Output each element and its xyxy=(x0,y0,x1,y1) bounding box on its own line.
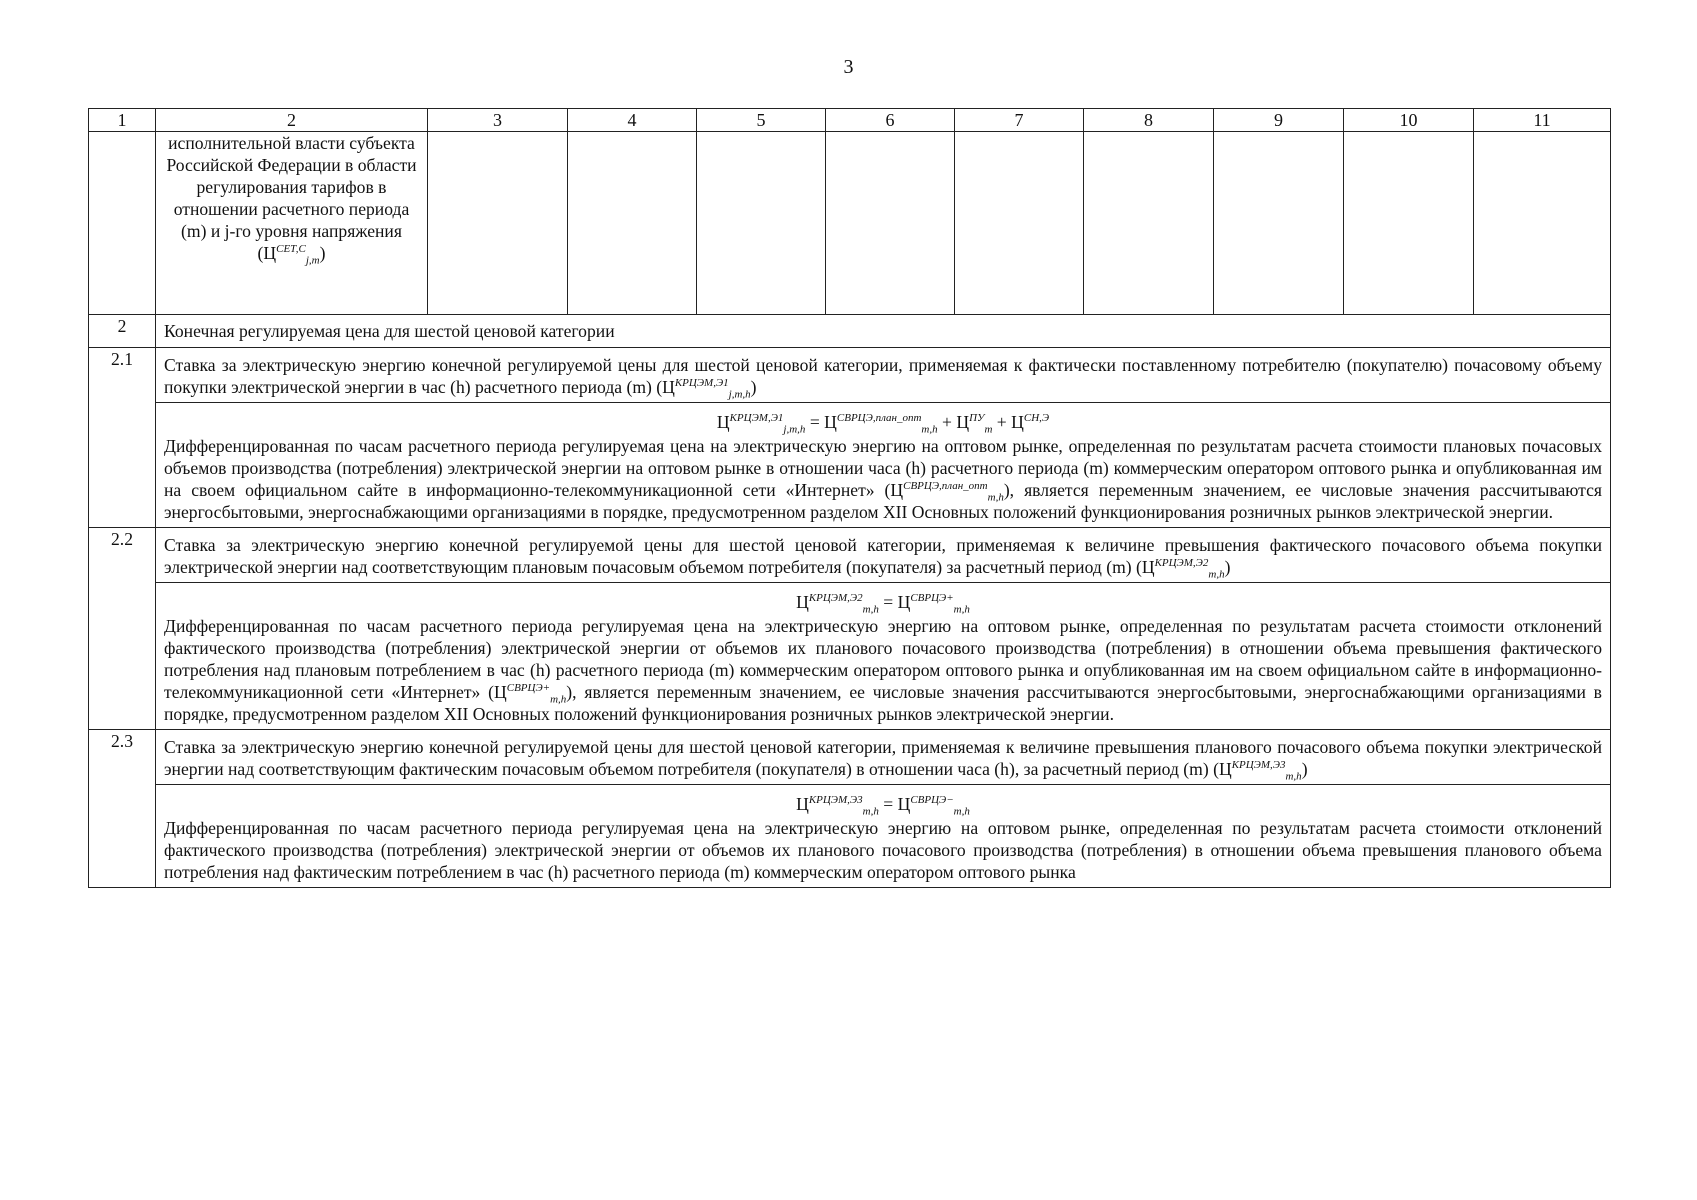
row-number: 2.1 xyxy=(89,348,156,528)
header-col-6: 6 xyxy=(826,109,955,132)
cell-continuation-text: исполнительной власти субъекта Российской Федерации в области регулирования тарифов в отношении расчетного периода (m) и j-го уровня напряжения $(Ц^{СЕТ,С}_{j,m})$ xyxy=(156,132,428,315)
table-row-2-1-title xyxy=(89,348,1611,403)
cell-empty xyxy=(1214,132,1344,315)
rate-description: Дифференцированная по часам расчетного периода регулируемая цена на электрическую энергию на оптовом рынке, определенная по результатам расчета стоимости отклонений фактического производства (потребления) электрической энергии от объемов их планового почасового производства (потребления) в отношении объема превышения планового объема потребления над фактическим потреблением в час (h) расчетного периода (m) коммерческим оператором оптового рынка xyxy=(164,818,1602,882)
rate-title: Ставка за электрическую энергию конечной регулируемой цены для шестой ценовой категории, применяемая к величине превышения планового почасового объема покупки электрической энергии над соответствующим фактическим почасовым объемом потребителя (покупателя) в отношении часа (h), за расчетный период (m) $(Ц^{КРЦЭМ,Э3}_{m,h})$ xyxy=(156,730,1611,785)
table-row-2-2-body xyxy=(89,583,1611,730)
tariff-table xyxy=(88,108,1611,888)
rate-title: Ставка за электрическую энергию конечной регулируемой цены для шестой ценовой категории, применяемая к величине превышения фактического почасового объема покупки электрической энергии над соответствующим плановым почасовым объемом потребителя (покупателя) за расчетный период (m) $(Ц^{КРЦЭМ,Э2}_{m,h})$ xyxy=(156,528,1611,583)
cell-empty xyxy=(1474,132,1611,315)
header-col-10: 10 xyxy=(1344,109,1474,132)
table-row-2-1-body xyxy=(89,403,1611,528)
rate-title: Ставка за электрическую энергию конечной регулируемой цены для шестой ценовой категории, применяемая к фактически поставленному потребителю (покупателю) почасовому объему покупки электрической энергии в час (h) расчетного периода (m) $(Ц^{КРЦЭМ,Э1}_{j,m,h})$ xyxy=(156,348,1611,403)
page-number: 3 xyxy=(843,56,854,78)
section-heading: Конечная регулируемая цена для шестой ценовой категории xyxy=(156,315,1611,348)
header-col-9: 9 xyxy=(1214,109,1344,132)
header-row xyxy=(89,109,1611,132)
table-row-2-2-title xyxy=(89,528,1611,583)
cell-empty xyxy=(1084,132,1214,315)
row-number: 2.2 xyxy=(89,528,156,730)
cell-continuation-num xyxy=(89,132,156,315)
header-col-1: 1 xyxy=(89,109,156,132)
header-col-2: 2 xyxy=(156,109,428,132)
rate-body xyxy=(156,785,1611,888)
table-row-continuation xyxy=(89,132,1611,315)
header-col-11: 11 xyxy=(1474,109,1611,132)
header-col-3: 3 xyxy=(428,109,568,132)
cell-empty xyxy=(955,132,1084,315)
rate-body xyxy=(156,583,1611,730)
cell-empty xyxy=(568,132,697,315)
formula: $Ц^{КРЦЭМ,Э1}_{j,m,h} = Ц^{СВРЦЭ,план\_опт}_{m,h} + Ц^{ПУ}_m + Ц^{СН,Э}$ xyxy=(716,412,1050,436)
cell-empty xyxy=(826,132,955,315)
formula: $Ц^{КРЦЭМ,Э3}_{m,h} = Ц^{СВРЦЭ-}_{m,h}$ xyxy=(796,794,970,818)
cell-empty xyxy=(697,132,826,315)
table-row-2-3-body xyxy=(89,785,1611,888)
rate-description: Дифференцированная по часам расчетного периода регулируемая цена на электрическую энергию на оптовом рынке, определенная по результатам расчета стоимости плановых почасовых объемов производства (потребления) электрической энергии на оптовом рынке в отношении часа (h) расчетного периода (m) коммерческим оператором оптового рынка и опубликованная им на своем официальном сайте в информационно-телекоммуникационной сети «Интернет» $(Ц^{СВРЦЭ,план\_опт}_{m,h})$, является переменным значением, ее числовые значения рассчитываются энергосбытовыми, энергоснабжающими организациями в порядке, предусмотренном разделом XII Основных положений функционирования розничных рынков электрической энергии. xyxy=(164,436,1602,522)
table-row-2-3-title xyxy=(89,730,1611,785)
header-col-7: 7 xyxy=(955,109,1084,132)
table-row-2 xyxy=(89,315,1611,348)
row-number: 2.3 xyxy=(89,730,156,888)
cell-empty xyxy=(1344,132,1474,315)
header-col-8: 8 xyxy=(1084,109,1214,132)
formula: $Ц^{КРЦЭМ,Э2}_{m,h} = Ц^{СВРЦЭ+}_{m,h}$ xyxy=(796,592,970,616)
rate-body xyxy=(156,403,1611,528)
cell-empty xyxy=(428,132,568,315)
rate-description: Дифференцированная по часам расчетного периода регулируемая цена на электрическую энергию на оптовом рынке, определенная по результатам расчета стоимости отклонений фактического производства (потребления) электрической энергии от объемов их планового почасового производства (потребления) в отношении объема превышения фактического потребления над плановым потреблением в час (h) расчетного периода (m) коммерческим оператором оптового рынка и опубликованная им на своем официальном сайте в информационно-телекоммуникационной сети «Интернет» $(Ц^{СВРЦЭ+}_{m,h})$, является переменным значением, ее числовые значения рассчитываются энергосбытовыми, энергоснабжающими организациями в порядке, предусмотренном разделом XII Основных положений функционирования розничных рынков электрической энергии. xyxy=(164,616,1602,724)
header-col-4: 4 xyxy=(568,109,697,132)
header-col-5: 5 xyxy=(697,109,826,132)
row-number: 2 xyxy=(89,315,156,348)
